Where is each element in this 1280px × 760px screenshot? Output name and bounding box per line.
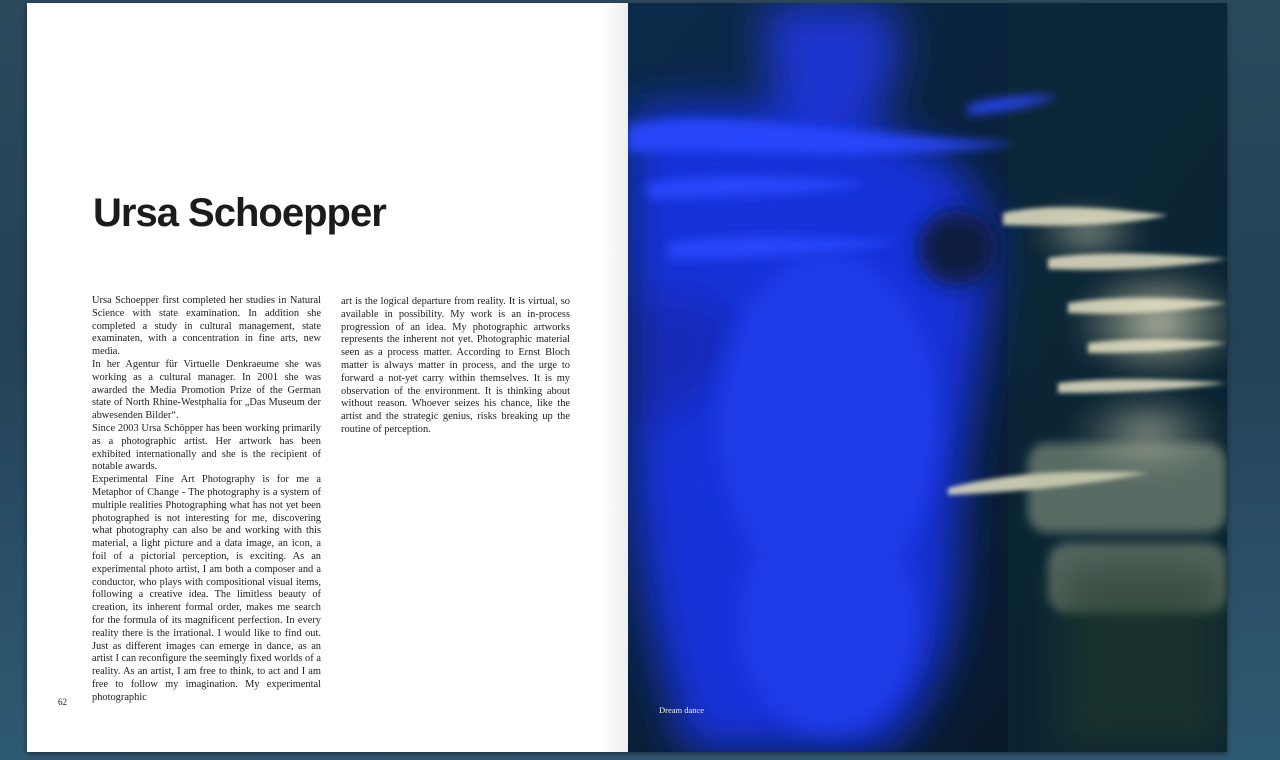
text-column-2 <box>341 296 570 437</box>
magazine-spread <box>27 3 1227 752</box>
paragraph: Experimental Fine Art Photography is for me a Metaphor of Change - The photography is a system of multiple realities Photographing what has not yet been photographed is not interesting for me, discovering what photography can also be and working with this material, a light picture and a data image, an icon, a foil of a pictorial perception, is exciting. As an experimental photo artist, I am both a composer and a conductor, who plays with compositional visual items, following a creative idea. The limitless beauty of creation, its inherent formal order, makes me search for the formula of its magnificent perfection. In every reality there is the irrational. I would like to find out. Just as different images can emerge in dance, as an artist I can reconfigure the seemingly fixed worlds of a reality. As an artist, I am free to think, to act and I am free to follow my imagination. My experimental photographic <box>92 474 321 703</box>
paragraph: In her Agentur für Virtuelle Denkraeume she was working as a cultural manager. In 2001 she was awarded the Media Promotion Prize of the German state of North Rhine-Westphalia for „Das Museum der abwesenden Bilder“. <box>92 358 321 422</box>
page-number: 62 <box>58 697 67 707</box>
page-title: Ursa Schoepper <box>93 191 386 235</box>
left-page <box>27 3 628 752</box>
paragraph: Ursa Schoepper first completed her studies in Natural Science with state examination. In addition she completed a study in cultural management, state examinaten, with a concentration in fine arts, new media. <box>92 295 321 358</box>
abstract-blue-motion-photo <box>628 3 1227 752</box>
paragraph: art is the logical departure from reality. It is virtual, so available in possibility. My work is an in-process progression of an idea. My photographic artworks represents the inherent not yet. Photographic material seen as a process matter. According to Ernst Bloch matter is always matter in process, and the urge to forward a not-yet carry within themselves. It is my observation of the environment. It is thinking about without reason. Whoever seizes his chance, like the artist and the strategic genius, risks breaking up the routine of perception. <box>341 296 570 435</box>
photo-caption: Dream dance <box>659 705 705 715</box>
text-column-1 <box>92 295 321 705</box>
right-page <box>628 3 1227 752</box>
paragraph: Since 2003 Ursa Schöpper has been working primarily as a photographic artist. Her artwork has been exhibited internationally and she is the recipient of notable awards. <box>92 422 321 473</box>
